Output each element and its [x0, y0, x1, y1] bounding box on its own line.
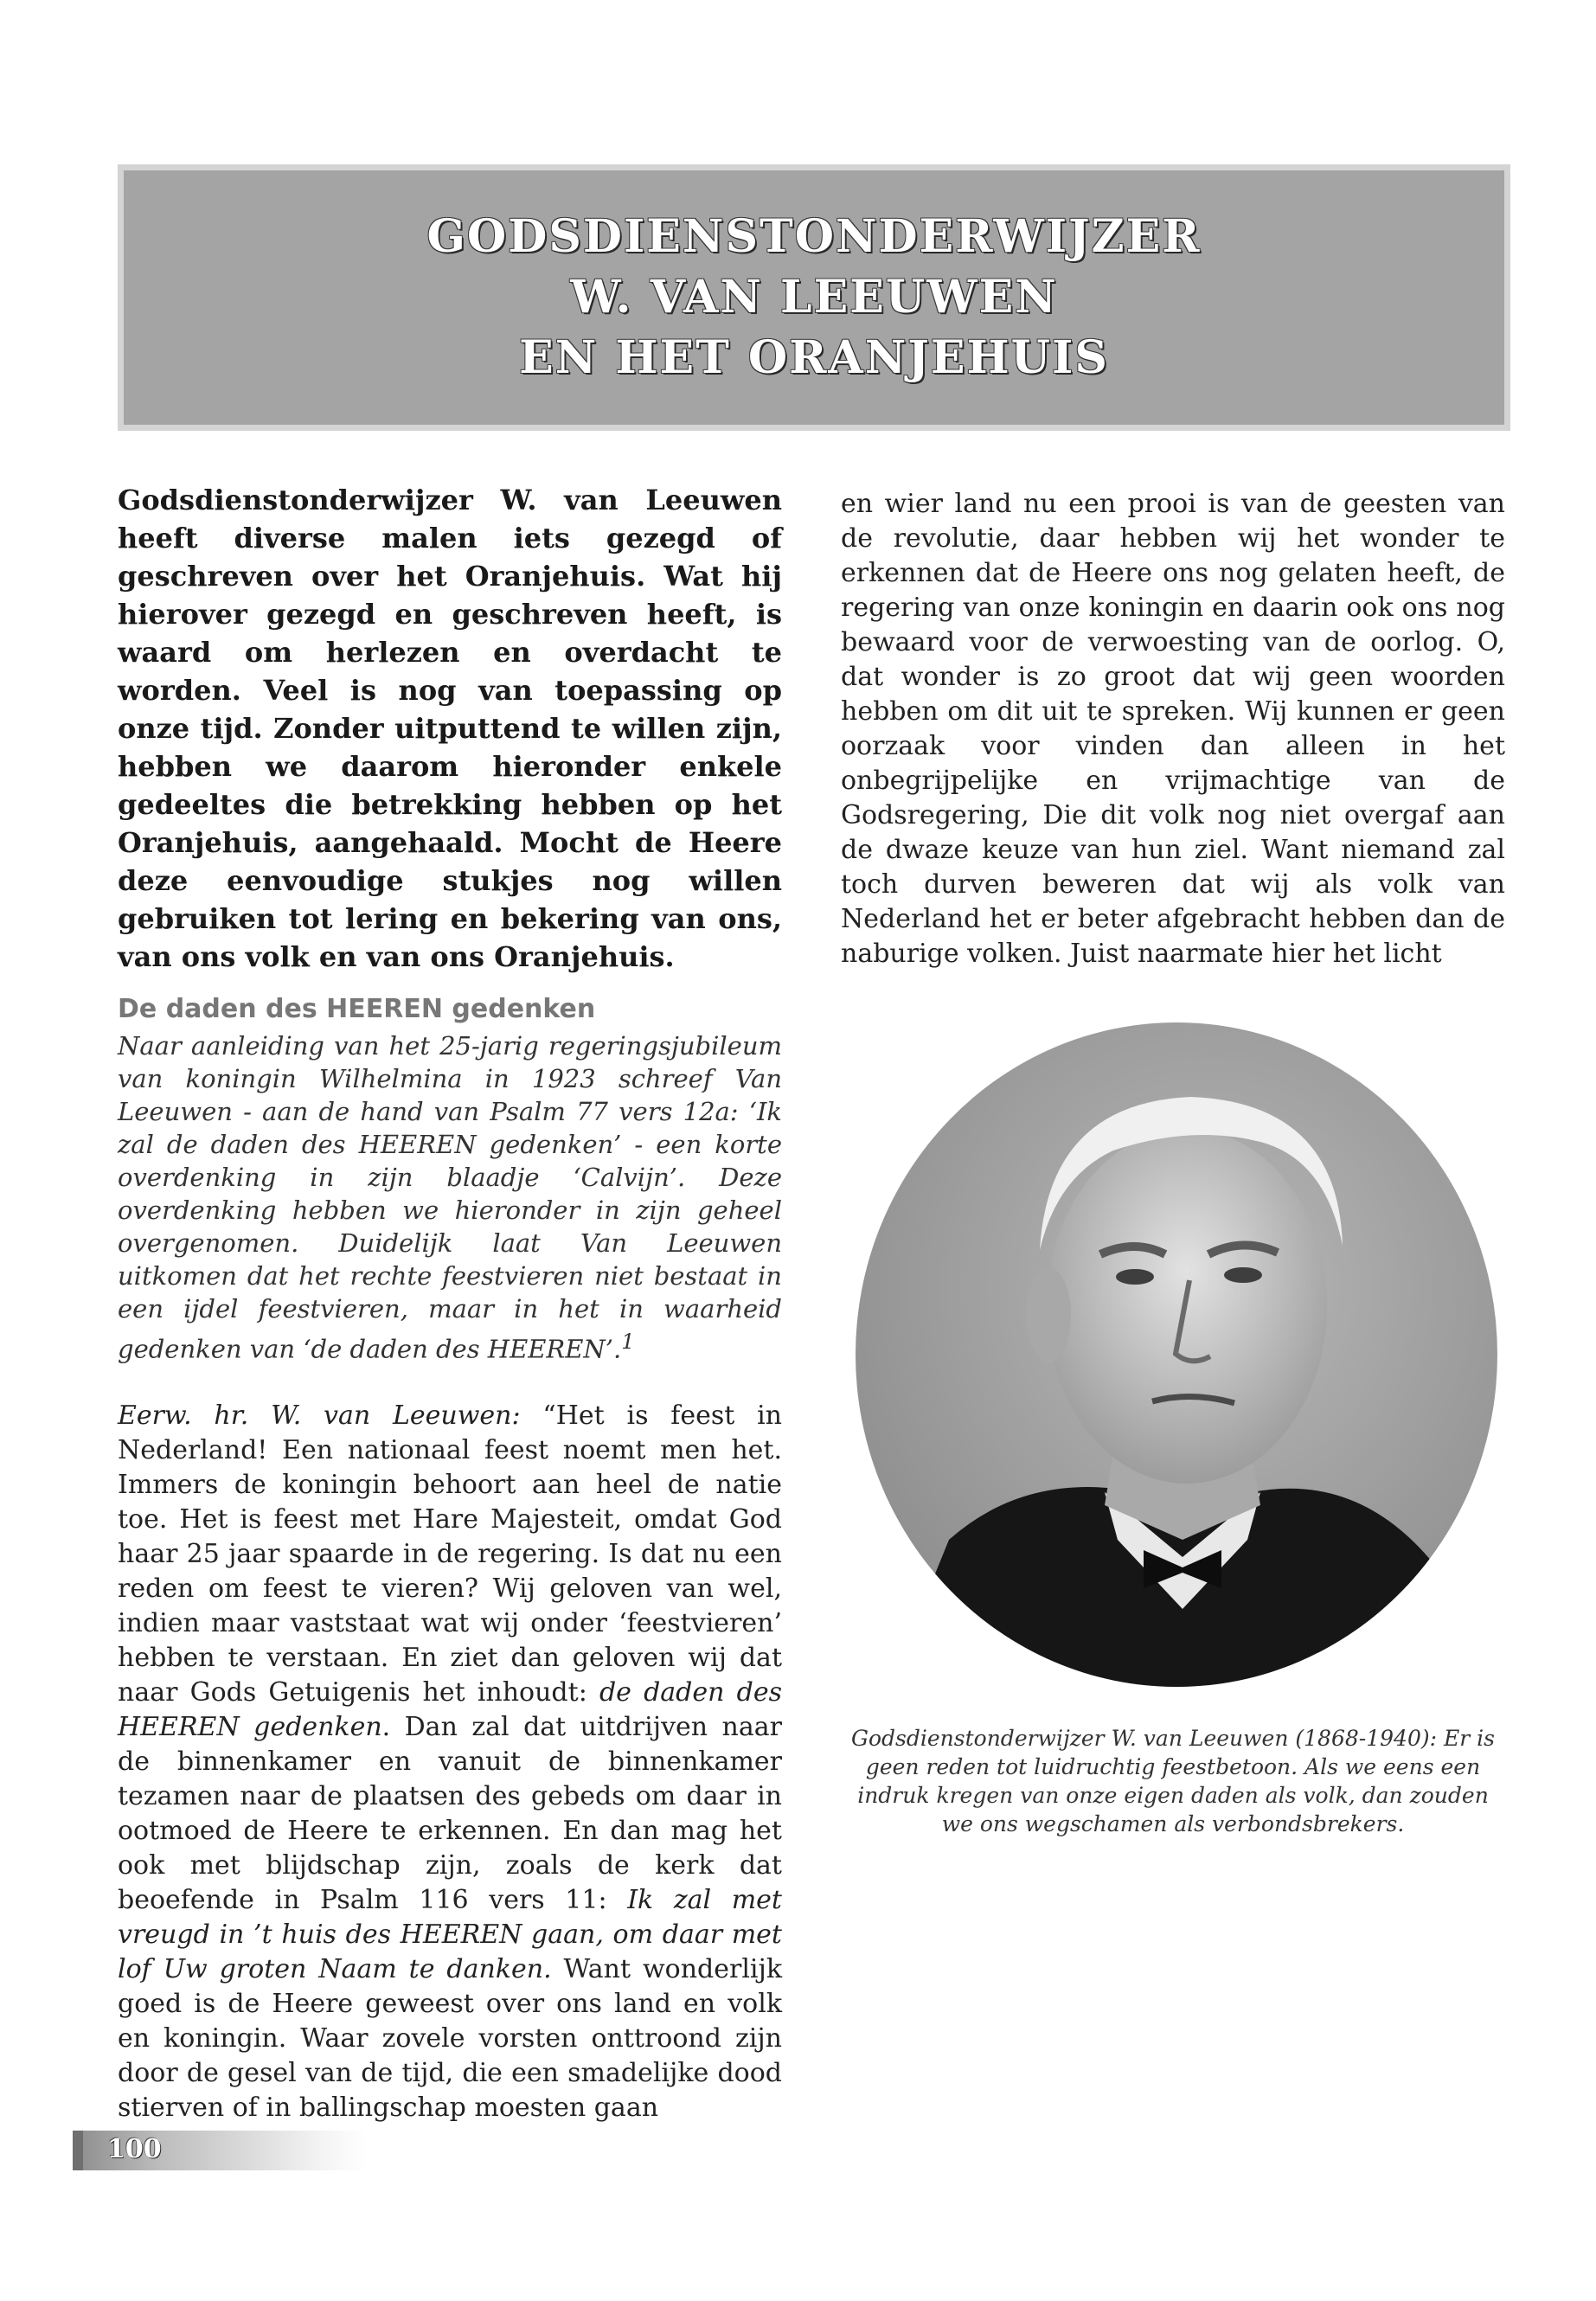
footnote-marker: 1: [621, 1330, 635, 1354]
body-text-left: [118, 1399, 782, 2125]
intro-paragraph: Godsdienstonderwijzer W. van Leeuwen heeft diverse malen iets gezegd of geschreven over het Oranjehuis. Wat hij hierover gezegd en geschreven heeft, is waard om herlezen en overdacht te worden. Veel is nog van toepassing op onze tijd. Zonder uitputtend te willen zijn, hebben we daarom hieronder enkele gedeeltes die betrekking hebben op het Oranjehuis, aangehaald. Mocht de Heere deze eenvoudige stukjes nog willen gebruiken tot lering en bekering van ons, van ons volk en van ons Oranjehuis.: [118, 484, 782, 973]
portrait-photo: [854, 1021, 1499, 1689]
page-number-bar-edge: [73, 2131, 83, 2170]
title-line-3: EN HET ORANJEHUIS: [519, 331, 1109, 384]
section-intro-text: Naar aanleiding van het 25-jarig regeringsjubileum van koningin Wilhelmina in 1923 schreef Van Leeuwen - aan de hand van Psalm 77 vers 12a: ‘Ik zal de daden des HEEREN gedenken’ - een korte overdenking in zijn blaadje ‘Calvijn’. Deze overdenking hebben we hieronder in zijn geheel overgenomen. Duidelijk laat Van Leeuwen uitkomen dat het rechte feestvieren niet bestaat in een ijdel feestvieren, maar in het in waarheid gedenken van ‘de daden des HEEREN’.: [118, 1031, 782, 1364]
body-text-right: en wier land nu een prooi is van de geesten van de revolutie, daar hebben wij het wonder te erkennen dat de Heere ons nog gelaten heeft, de regering van onze koningin en daarin ook ons nog bewaard voor de verwoesting van de oorlog. O, dat wonder is zo groot dat wij geen woorden hebben om dit uit te spreken. Wij kunnen er geen oorzaak voor vinden dan alleen in het onbegrijpelijke en vrijmachtige van de Godsregering, Die dit volk nog niet overgaf aan de dwaze keuze van hun ziel. Want niemand zal toch durven beweren dat wij als volk van Nederland het er beter afgebracht hebben dan de naburige volken. Juist naarmate hier het licht: [841, 489, 1505, 969]
body-emphasis-1: de daden des HEEREN gedenken: [118, 1677, 782, 1742]
body-part-3: Want wonderlijk goed is de Heere geweest over ons land en volk en koningin. Waar zovele vorsten onttroond zijn door de gesel van de tijd, die een smadelijke dood stierven of in ballingschap moesten gaan: [118, 1954, 782, 2123]
section-heading: De daden des HEEREN gedenken: [118, 994, 596, 1024]
body-emphasis-2: Ik zal met vreugd in ’t huis des HEEREN gaan, om daar met lof Uw groten Naam te danken.: [118, 1885, 782, 1984]
page-number: 100: [107, 2134, 162, 2164]
portrait-eye-left: [1116, 1269, 1154, 1285]
title-line-1: GODSDIENSTONDERWIJZER: [426, 210, 1202, 263]
portrait-ear: [1026, 1267, 1071, 1362]
body-part-2: . Dan zal dat uitdrijven naar de binnenkamer en vanuit de binnenkamer tezamen naar de plaatsen des gebeds om daar in ootmoed de Heere te erkennen. En dan mag het ook met blijdschap zijn, zoals de kerk dat beoefende in Psalm 116 vers 11:: [118, 1712, 782, 1915]
page-number-bar: [73, 2131, 367, 2170]
photo-caption: Godsdienstonderwijzer W. van Leeuwen (1868-1940): Er is geen reden tot luidruchtig feestbetoon. Als we eens een indruk kregen van onze eigen daden als volk, dan zouden we ons wegschamen als verbondsbrekers.: [851, 1726, 1495, 1836]
speaker-label: Eerw. hr. W. van Leeuwen:: [118, 1400, 521, 1431]
title-line-2: W. VAN LEEUWEN: [570, 271, 1058, 324]
portrait-eye-right: [1224, 1267, 1262, 1283]
body-part-1: “Het is feest in Nederland! Een nationaal feest noemt men het. Immers de koningin behoort aan heel de natie toe. Het is feest met Hare Majesteit, omdat God haar 25 jaar spaarde in de regering. Is dat nu een reden om feest te vieren? Wij geloven van wel, indien maar vaststaat wat wij onder ‘feestvieren’ hebben te verstaan. En ziet dan geloven wij dat naar Gods Getuigenis het inhoudt:: [118, 1400, 783, 1708]
title-banner: [118, 164, 1510, 431]
section-intro: [118, 1029, 782, 1366]
